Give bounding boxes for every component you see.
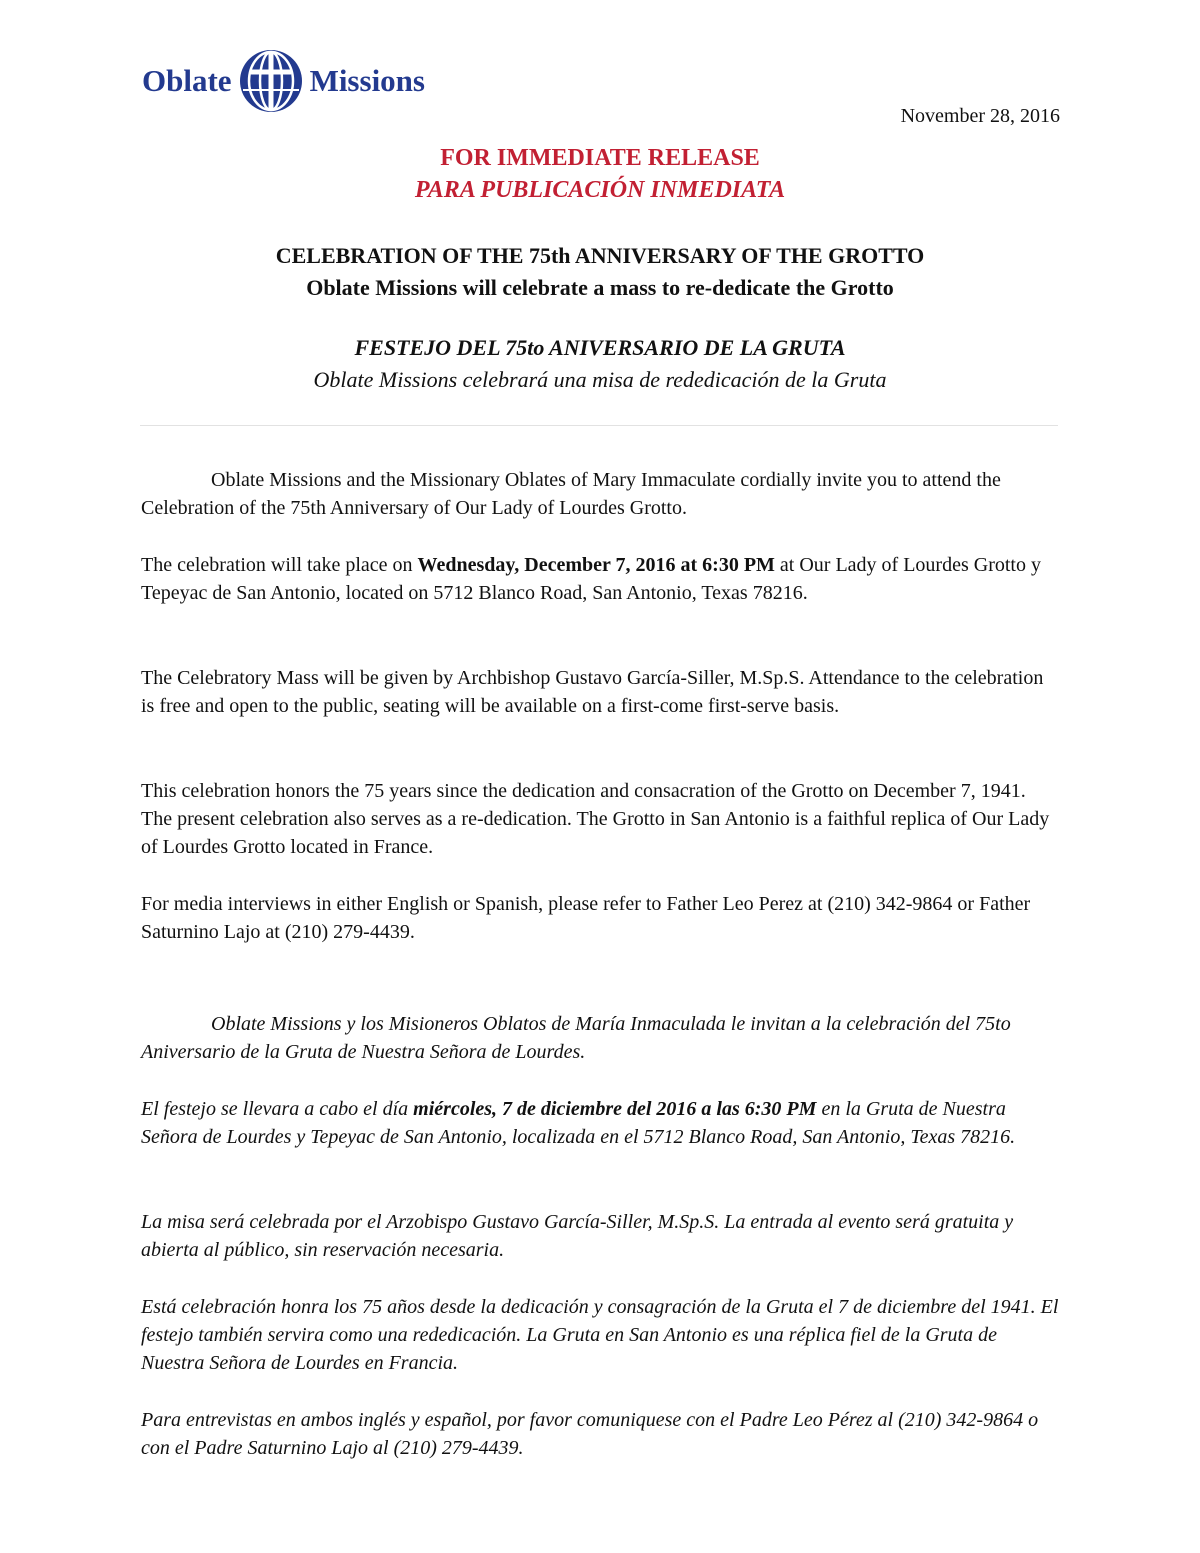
spanish-event-location: en la Gruta de Nuestra Señora de Lourdes y Tepeyac de San Antonio, localizada en el 5712 Blanco Road, San Antonio, Texas 78216. [141, 1098, 1016, 1148]
english-event-intro: The celebration will take place on [141, 554, 418, 576]
english-paragraph-event-details [141, 551, 1061, 607]
english-event-location: at Our Lady of Lourdes Grotto y Tepeyac de San Antonio, located on 5712 Blanco Road, San Antonio, Texas 78216. [141, 554, 1041, 604]
spanish-paragraph-history: Está celebración honra los 75 años desde la dedicación y consagración de la Gruta el 7 de diciembre del 1941. El festejo también servira como una rededicación. La Gruta en San Antonio es una réplica fiel de la Gruta de Nuestra Señora de Lourdes en Francia. [141, 1296, 1059, 1374]
english-paragraph-history: This celebration honors the 75 years since the dedication and consacration of the Grotto on December 7, 1941. The present celebration also serves as a re-dedication. The Grotto in San Antonio is a faithful replica of Our Lady of Lourdes Grotto located in France. [141, 780, 1050, 858]
globe-cross-icon [238, 48, 304, 114]
section-divider [140, 425, 1058, 426]
english-paragraph-invitation: Oblate Missions and the Missionary Oblates of Mary Immaculate cordially invite you to attend the Celebration of the 75th Anniversary of Our Lady of Lourdes Grotto. [141, 469, 1001, 519]
logo-word-oblate: Oblate [142, 63, 232, 98]
oblate-missions-logo [142, 48, 425, 114]
english-paragraph-mass: The Celebratory Mass will be given by Archbishop Gustavo García-Siller, M.Sp.S. Attendance to the celebration is free and open to the public, seating will be available on a first-come first-serve basis. [141, 667, 1044, 717]
english-paragraph-media-contact: For media interviews in either English or Spanish, please refer to Father Leo Perez at (210) 342-9864 or Father Saturnino Lajo at (210) 279-4439. [141, 893, 1031, 943]
immediate-release-spanish: PARA PUBLICACIÓN INMEDIATA [414, 177, 786, 203]
spanish-paragraph-mass: La misa será celebrada por el Arzobispo Gustavo García-Siller, M.Sp.S. La entrada al evento será gratuita y abierta al público, sin reservación necesaria. [141, 1211, 1014, 1261]
spanish-paragraph-invitation: Oblate Missions y los Misioneros Oblatos de María Inmaculada le invitan a la celebración del 75to Aniversario de la Gruta de Nuestra Señora de Lourdes. [141, 1013, 1011, 1063]
headline-english-subtitle: Oblate Missions will celebrate a mass to re-dedicate the Grotto [306, 275, 894, 300]
logo-word-missions: Missions [309, 63, 425, 98]
headline-spanish-title: FESTEJO DEL 75to ANIVERSARIO DE LA GRUTA [354, 335, 846, 360]
release-date: November 28, 2016 [900, 105, 1060, 127]
spanish-event-datetime: miércoles, 7 de diciembre del 2016 a las 6:30 PM [413, 1098, 817, 1120]
headline-english-title: CELEBRATION OF THE 75th ANNIVERSARY OF THE GROTTO [275, 243, 925, 268]
headline-spanish-subtitle: Oblate Missions celebrará una misa de rededicación de la Gruta [313, 367, 887, 392]
spanish-event-intro: El festejo se llevara a cabo el día [141, 1098, 414, 1120]
immediate-release-english: FOR IMMEDIATE RELEASE [440, 145, 760, 171]
spanish-paragraph-media-contact: Para entrevistas en ambos inglés y español, por favor comuniquese con el Padre Leo Pérez al (210) 342-9864 o con el Padre Saturnino Lajo al (210) 279-4439. [141, 1409, 1039, 1459]
english-event-datetime: Wednesday, December 7, 2016 at 6:30 PM [417, 554, 775, 576]
spanish-paragraph-event-details [141, 1095, 1061, 1151]
